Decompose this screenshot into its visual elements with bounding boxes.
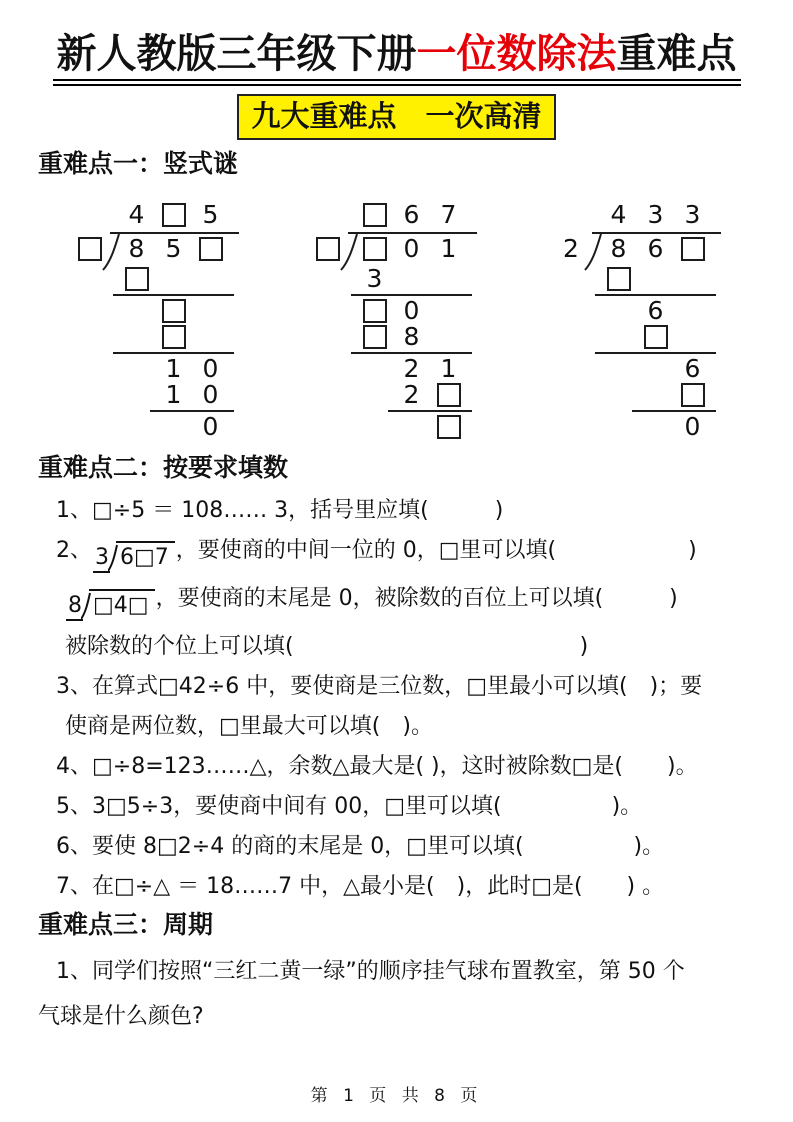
- answer-box: [607, 267, 631, 291]
- digit-cell: 8: [128, 234, 145, 264]
- long-division-puzzle-1: [72, 198, 234, 440]
- puzzle-row: [72, 382, 234, 408]
- puzzle-row: [310, 198, 472, 232]
- divisor-box: [316, 237, 340, 261]
- puzzle-row: [554, 232, 716, 266]
- puzzle-row: [72, 414, 234, 440]
- puzzle-row: [310, 356, 472, 382]
- question-2-text-1: ，要使商的中间一位的 0，□里可以填( ): [175, 537, 697, 563]
- title-part-1: 新人教版三年级下册: [56, 31, 417, 77]
- answer-box: [363, 299, 387, 323]
- long-division-puzzle-2: [310, 198, 472, 440]
- digit-cell: 1: [440, 354, 457, 384]
- rule-line: [113, 294, 234, 296]
- digit-cell: 2: [403, 380, 420, 410]
- answer-box: [644, 325, 668, 349]
- digit-cell: 0: [202, 354, 219, 384]
- digit-cell: 7: [440, 200, 457, 230]
- answer-box: [681, 237, 705, 261]
- digit-cell: 3: [366, 264, 383, 294]
- puzzle-row: [554, 356, 716, 382]
- digit-cell: 0: [684, 412, 701, 442]
- answer-box: [681, 383, 705, 407]
- puzzle-row: [72, 266, 234, 292]
- inline-division-2-dividend: □4□: [89, 589, 155, 621]
- answer-box: [162, 203, 186, 227]
- question-2-text-2: ，要使商的末尾是 0，被除数的百位上可以填( ): [155, 585, 678, 611]
- question-2-number: 2、: [56, 537, 92, 563]
- puzzle-row: [310, 414, 472, 440]
- digit-cell: 2: [403, 354, 420, 384]
- long-division-puzzle-3: [554, 198, 716, 440]
- page-footer: 第 1 页 共 8 页: [310, 1086, 483, 1106]
- rule-line: [632, 410, 716, 412]
- cycle-question-line-1: 1、同学们按照“三红二黄一绿”的顺序挂气球布置教室，第 50 个: [56, 959, 685, 985]
- divisor-digit: 2: [563, 234, 579, 264]
- answer-box: [437, 383, 461, 407]
- digit-cell: 1: [165, 380, 182, 410]
- puzzle-row: [554, 414, 716, 440]
- puzzle-row: [72, 298, 234, 324]
- digit-cell: 6: [684, 354, 701, 384]
- title-part-red: 一位数除法: [416, 31, 617, 77]
- digit-cell: 0: [403, 234, 420, 264]
- question-3-line-2: 使商是两位数，□里最大可以填( )。: [65, 713, 433, 739]
- puzzle-row: [72, 198, 234, 232]
- section-1-heading: 重难点一：竖式谜: [38, 148, 239, 178]
- answer-box: [437, 415, 461, 439]
- puzzle-row: [72, 356, 234, 382]
- inline-division-2-divisor: 8: [66, 591, 83, 621]
- rule-line: [388, 410, 472, 412]
- digit-cell: 6: [647, 234, 664, 264]
- inline-division-1-divisor: 3: [93, 543, 110, 573]
- puzzle-row: [310, 324, 472, 350]
- answer-box: [162, 325, 186, 349]
- question-2-line-2: [38, 584, 755, 621]
- question-7: 7、在□÷△ ＝ 18……7 中，△最小是( )，此时□是( ) 。: [56, 873, 665, 899]
- digit-cell: 6: [647, 296, 664, 326]
- puzzle-row: [310, 266, 472, 292]
- puzzle-row: [554, 266, 716, 292]
- question-3-line-1: 3、在算式□42÷6 中，要使商是三位数，□里最小可以填( )；要: [56, 673, 703, 699]
- digit-cell: 8: [610, 234, 627, 264]
- divisor-box: [78, 237, 102, 261]
- digit-cell: 1: [165, 354, 182, 384]
- puzzle-row: [554, 324, 716, 350]
- banner: 九大重难点 一次高清: [237, 94, 555, 140]
- question-6: 6、要使 8□2÷4 的商的末尾是 0，□里可以填( )。: [56, 833, 665, 859]
- answer-box: [363, 325, 387, 349]
- rule-line: [150, 410, 234, 412]
- question-2-line-1: [38, 536, 755, 573]
- question-2-line-3: 被除数的个位上可以填( ): [65, 633, 589, 659]
- answer-box: [125, 267, 149, 291]
- digit-cell: 6: [403, 200, 420, 230]
- puzzle-row: [72, 232, 234, 266]
- answer-box: [363, 237, 387, 261]
- digit-cell: 5: [165, 234, 182, 264]
- cycle-question-line-2: 气球是什么颜色?: [38, 1004, 204, 1030]
- question-4: 4、□÷8=123……△，余数△最大是( )，这时被除数□是( )。: [56, 753, 698, 779]
- puzzle-row: [72, 324, 234, 350]
- puzzle-row: [310, 298, 472, 324]
- answer-box: [363, 203, 387, 227]
- section-3-heading: 重难点三：周期: [38, 909, 214, 939]
- inline-division-1-dividend: 6□7: [116, 541, 175, 573]
- puzzle-row: [310, 232, 472, 266]
- digit-cell: 4: [610, 200, 627, 230]
- title-part-3: 重难点: [616, 31, 737, 77]
- section-2-heading: 重难点二：按要求填数: [38, 453, 289, 483]
- digit-cell: 0: [403, 296, 420, 326]
- puzzle-row: [554, 198, 716, 232]
- digit-cell: 0: [202, 412, 219, 442]
- question-5: 5、3□5÷3，要使商中间有 00，□里可以填( )。: [56, 793, 643, 819]
- inline-division-2: [66, 589, 155, 621]
- page-title: [53, 30, 741, 86]
- digit-cell: 8: [403, 322, 420, 352]
- digit-cell: 1: [440, 234, 457, 264]
- answer-box: [162, 299, 186, 323]
- digit-cell: 3: [647, 200, 664, 230]
- question-1: 1、□÷5 ＝ 108…… 3，括号里应填( ): [56, 497, 504, 523]
- answer-box: [199, 237, 223, 261]
- digit-cell: 3: [684, 200, 701, 230]
- digit-cell: 0: [202, 380, 219, 410]
- puzzle-row: [310, 382, 472, 408]
- inline-division-1: [93, 541, 175, 573]
- puzzle-row: [554, 382, 716, 408]
- puzzle-row: [554, 298, 716, 324]
- digit-cell: 5: [202, 200, 219, 230]
- digit-cell: 4: [128, 200, 145, 230]
- long-division-puzzles: [38, 192, 755, 444]
